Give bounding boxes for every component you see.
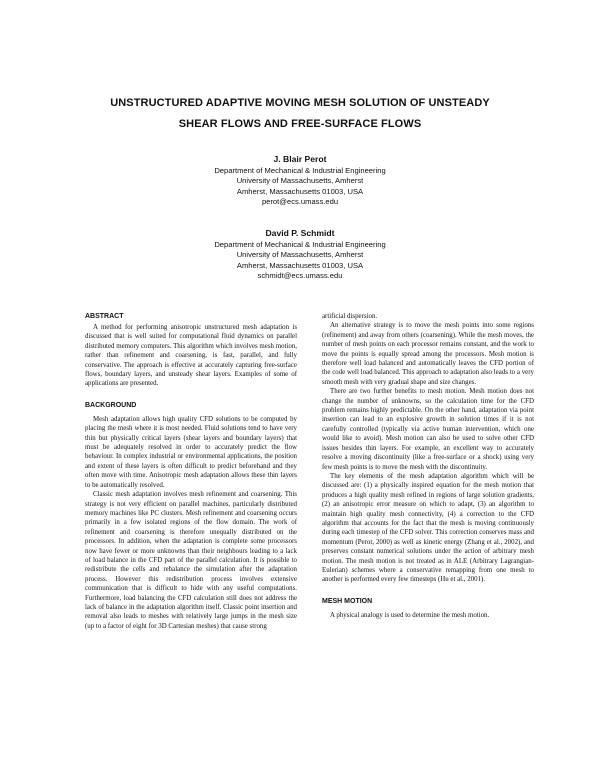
author-email: schmidt@ecs.umass.edu [257, 271, 343, 281]
mesh-motion-heading: MESH MOTION [322, 597, 373, 605]
continued-paragraph: artificial dispersion. [322, 313, 378, 320]
abstract-paragraph: A method for performing anisotropic unstructured mesh adaptation is discussed that is well suited for computational fluid dynamics on parallel distributed memory computers. This algorithm which involves mesh motion, rather than refinement and coarsening, is fast, parallel, and fully conservative. The approach is effective at accurately capturing free-surface flows, boundary layers, and unsteady shear layers. Examples of some of applications are presented. [85, 324, 297, 388]
background-paragraph-2: Classic mesh adaptation involves mesh refinement and coarsening. This strategy is not very efficient on parallel machines, particularly distributed memory machines like PC clusters. Mesh refinement and coarsening occurs primarily in a few isolated regions of the flow domain. The work of refinement and coarsening is therefore unequally distributed on the processors. In addition, when the adaptation is complete some processors now have fewer or more unknowns than their neighbours leading to a lack of load balance in the CFD part of the parallel calculation. It is possible to redistribute the cells and rebalance the simulation after the adaptation process. However this redistribution process involves extensive communication that is difficult to hide with any useful computations. Furthermore, load balancing the CFD calculation still does not address the lack of balance in the adaptation algorithm itself. Classic point insertion and removal also leads to meshes with relatively large jumps in the mesh size (up to a factor of eight for 3D Cartesian meshes) that cause strong [85, 491, 297, 630]
author-email: perot@ecs.umass.edu [261, 197, 339, 207]
body-paragraph-1: An alternative strategy is to move the mesh points into some regions (refinement) and away from others (coarsening). While the mesh moves, the number of mesh points on each processor remains constant, and the work to move the points is equally spread among the processors. Mesh motion is therefore well load balanced and automatically leaves the CFD portion of the code well load balanced. This approach to adaptation also leads to a very smooth mesh with very gradual shape and size changes. [322, 322, 534, 386]
body-paragraph-2: There are two further benefits to mesh motion. Mesh motion does not change the number of unknowns, so the calculation time for the CFD problem remains highly predictable. On the other hand, adaptation via point insertion can lead to an explosive growth in solution times if it is not carefully controlled (typically via active human intervention, which one would like to avoid). Mesh motion can also be used to solve other CFD issues besides thin layers. For example, an excellent way to accurately resolve a moving discontinuity (like a free-surface or a shock) using very few mesh points is to move the mesh with the discontinuity. [322, 388, 534, 471]
author-block-schmidt [150, 227, 450, 282]
mesh-motion-paragraph: A physical analogy is used to determine the mesh motion. [330, 611, 490, 619]
paper-title [70, 93, 530, 135]
title-line-2: SHEAR FLOWS AND FREE-SURFACE FLOWS [178, 118, 422, 130]
author-city: Amherst, Massachusetts 01003, USA [236, 186, 364, 196]
author-department: Department of Mechanical & Industrial Engineering [214, 166, 386, 175]
background-paragraph-1: Mesh adaptation allows high quality CFD solutions to be computed by placing the mesh where it is most needed. Fluid solutions tend to have very thin but physically critical layers (shear layers and boundary layers) that must be adequately resolved in order to accurately predict the flow behaviour. In complex industrial or environmental applications, the position and extent of these layers is often difficult to predict beforehand and they often move with time. Anisotropic mesh adaptation allows these thin layers to be automatically resolved. [85, 415, 297, 489]
title-line-1: UNSTRUCTURED ADAPTIVE MOVING MESH SOLUTION OF UNSTEADY [110, 97, 490, 109]
author-name: J. Blair Perot [273, 154, 327, 164]
abstract-heading: ABSTRACT [85, 313, 124, 320]
author-university: University of Massachusetts, Amherst [236, 250, 364, 260]
background-heading: BACKGROUND [85, 401, 137, 409]
body-paragraph-3: The key elements of the mesh adaptation algorithm which will be discussed are: (1) a physically inspired equation for the mesh motion that produces a high quality mesh refined in regions of large solution gradients, (2) an anisotropic error measure on which to adapt, (3) an algorithm to maintain high quality mesh connectivity, (4) a correction to the CFD algorithm that accounts for the fact that the mesh is moving continuously during each timestep of the CFD solver. This correction conserves mass and momentum (Perot, 2000) as well as kinetic energy (Zhang et al., 2002), and preserves constant numerical solutions under the action of arbitrary mesh motion. The mesh motion is not treated as in ALE (Arbitrary Lagrangian-Eulerian) schemes where a conservative remapping from one mesh to another is performed every few timesteps (Hu et al., 2001). [322, 472, 534, 584]
right-column [322, 312, 534, 620]
author-block-perot [150, 153, 450, 208]
author-name: David P. Schmidt [265, 228, 335, 238]
author-university: University of Massachusetts, Amherst [236, 176, 364, 186]
author-city: Amherst, Massachusetts 01003, USA [236, 260, 364, 270]
author-department: Department of Mechanical & Industrial Engineering [214, 240, 386, 249]
left-column [85, 312, 297, 631]
